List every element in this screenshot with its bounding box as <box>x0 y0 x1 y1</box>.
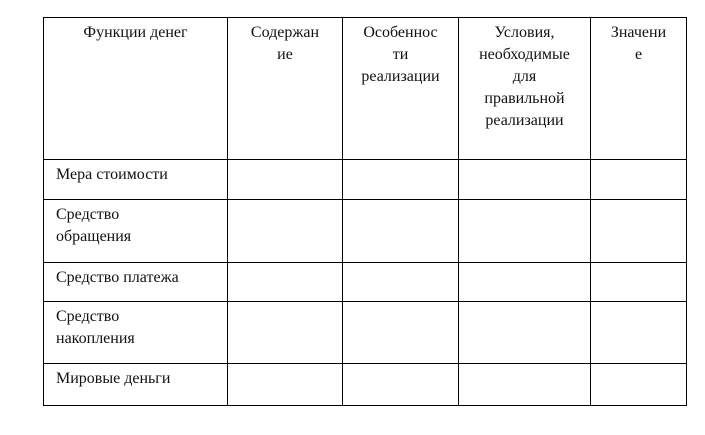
empty-cell <box>459 263 591 302</box>
row-label-cell <box>44 160 228 200</box>
empty-cell <box>591 160 687 200</box>
table-row <box>44 160 687 200</box>
row-label: Средство обращения <box>56 206 132 245</box>
empty-cell <box>591 263 687 302</box>
row-label: Мера стоимости <box>56 166 168 183</box>
empty-cell <box>228 302 343 364</box>
header-conditions <box>459 18 591 160</box>
row-label-cell <box>44 200 228 263</box>
money-functions-table <box>43 17 687 406</box>
table-row <box>44 200 687 263</box>
header-content <box>228 18 343 160</box>
row-label-cell <box>44 263 228 302</box>
empty-cell <box>591 302 687 364</box>
empty-cell <box>343 364 459 406</box>
empty-cell <box>343 302 459 364</box>
empty-cell <box>343 160 459 200</box>
empty-cell <box>228 200 343 263</box>
empty-cell <box>459 302 591 364</box>
empty-cell <box>591 200 687 263</box>
empty-cell <box>459 200 591 263</box>
header-conditions-label: Условия, необходимые для правильной реализации <box>479 24 570 129</box>
empty-cell <box>591 364 687 406</box>
empty-cell <box>228 263 343 302</box>
row-label-cell <box>44 364 228 406</box>
table-row <box>44 364 687 406</box>
header-content-label: Содержан ие <box>250 24 320 63</box>
table-row <box>44 302 687 364</box>
row-label: Средство платежа <box>56 269 179 286</box>
empty-cell <box>228 364 343 406</box>
row-label-cell <box>44 302 228 364</box>
header-significance <box>591 18 687 160</box>
empty-cell <box>459 160 591 200</box>
header-features <box>343 18 459 160</box>
table-header-row <box>44 18 687 160</box>
empty-cell <box>343 200 459 263</box>
empty-cell <box>343 263 459 302</box>
row-label: Средство накопления <box>56 308 135 347</box>
header-significance-label: Значени е <box>610 24 667 63</box>
empty-cell <box>228 160 343 200</box>
table-row <box>44 263 687 302</box>
empty-cell <box>459 364 591 406</box>
header-features-label: Особеннос ти реализации <box>361 24 440 85</box>
row-label: Мировые деньги <box>56 370 171 387</box>
header-functions <box>44 18 228 160</box>
header-functions-label: Функции денег <box>83 24 188 41</box>
